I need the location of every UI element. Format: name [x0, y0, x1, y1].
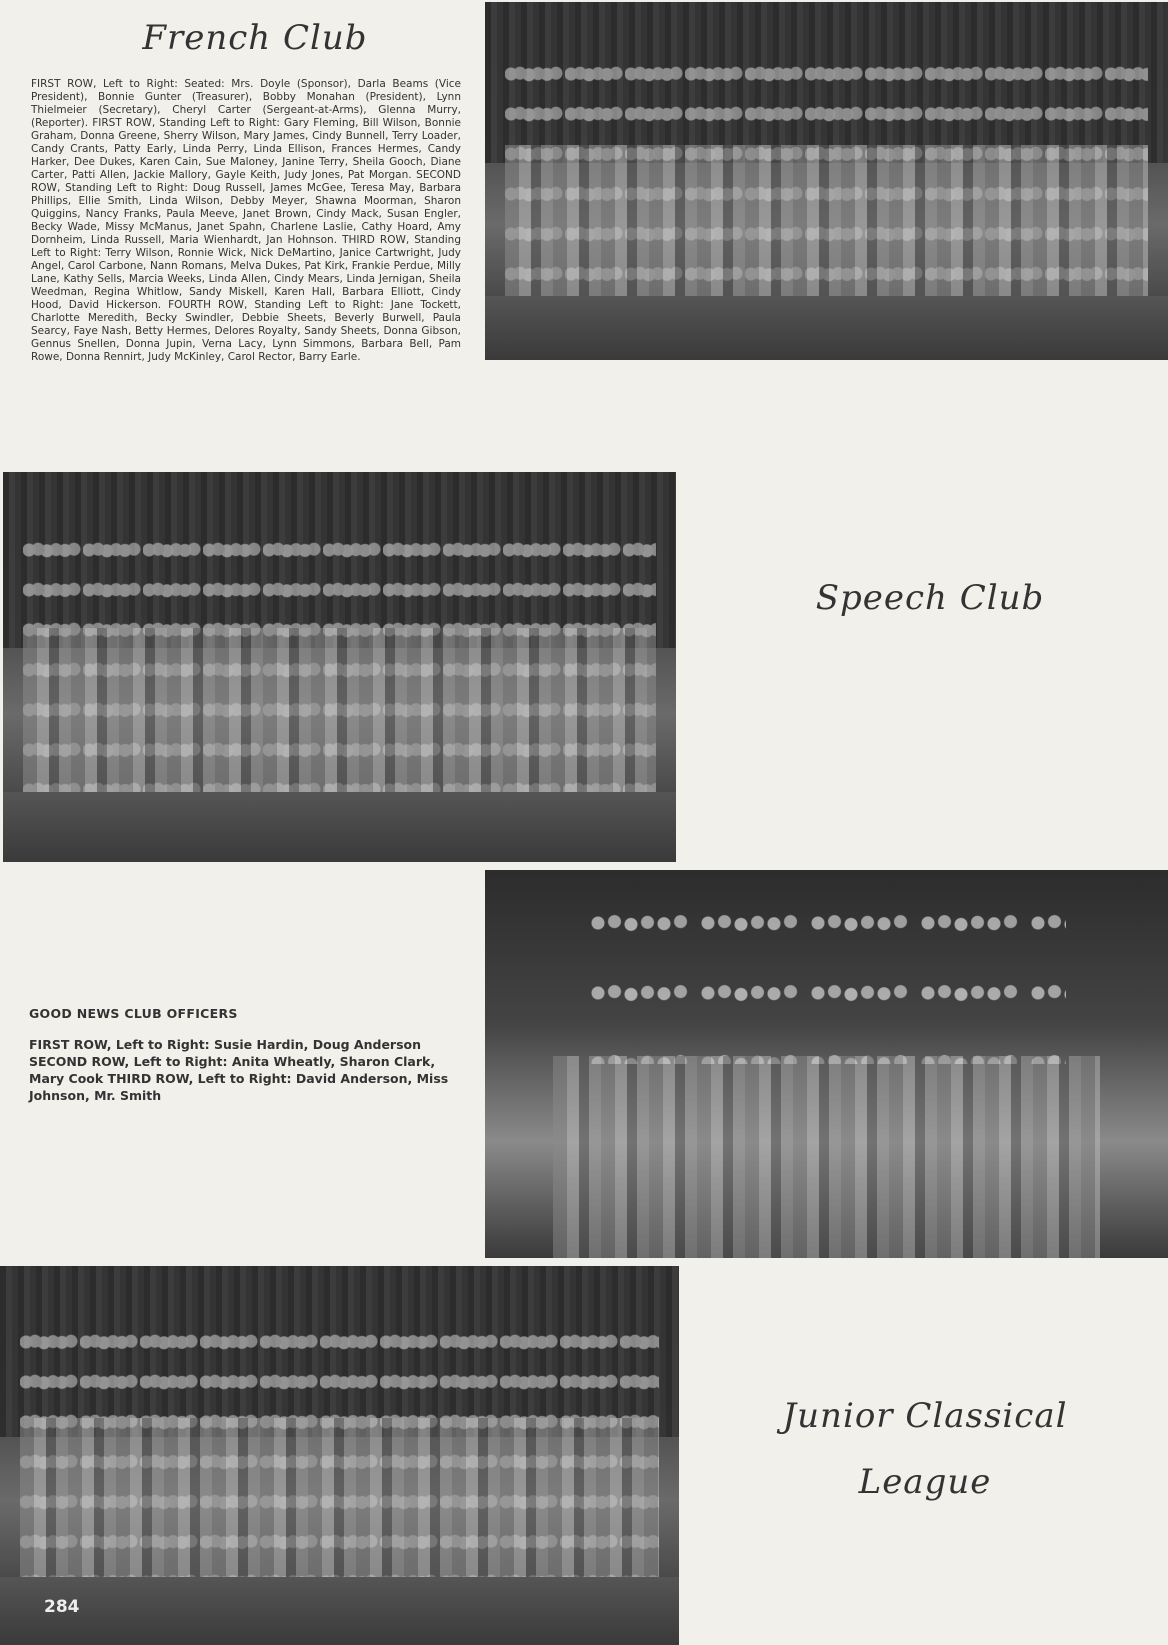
good-news-club-caption: FIRST ROW, Left to Right: Susie Hardin, Doug Anderson SECOND ROW, Left to Right: Anita Wheatly, Sharon Clark, Mary Cook THIRD ROW, Left to Right: David Anderson, Miss Johnson, Mr. Smith [29, 1037, 449, 1103]
french-club-title: French Club [142, 18, 368, 58]
junior-classical-league-title-line2: League [858, 1462, 992, 1502]
good-news-club-photo [485, 870, 1168, 1258]
junior-classical-league-photo [0, 1266, 679, 1645]
page-number: 284 [44, 1597, 80, 1617]
speech-club-title: Speech Club [815, 578, 1045, 618]
junior-classical-league-title-line1: Junior Classical [782, 1396, 1068, 1436]
french-club-photo [485, 2, 1168, 360]
speech-club-photo [3, 472, 676, 862]
french-club-caption: FIRST ROW, Left to Right: Seated: Mrs. Doyle (Sponsor), Darla Beams (Vice President), Bonnie Gunter (Treasurer), Bobby Monahan (President), Lynn Thielmeier (Secretary), Cheryl Carter (Sergeant-at-Arms), Glenna Murry, (Reporter). FIRST ROW, Standing Left to Right: Gary Fleming, Bill Wilson, Bonnie Graham, Donna Greene, Sherry Wilson, Mary James, Cindy Bunnell, Terry Loader, Candy Crants, Patty Early, Linda Perry, Linda Ellison, Frances Hermes, Candy Harker, Dee Dukes, Karen Cain, Sue Maloney, Janine Terry, Sheila Gooch, Diane Carter, Patti Allen, Jackie Mallory, Gayle Keith, Judy Jones, Pat Morgan. SECOND ROW, Standing Left to Right: Doug Russell, James McGee, Teresa May, Barbara Phillips, Ellie Smith, Linda Wilson, Debby Meyer, Shawna Moorman, Sharon Quiggins, Nancy Franks, Paula Meeve, Janet Brown, Cindy Mack, Susan Engler, Becky Wade, Missy McManus, Janet Spahn, Charlene Laslie, Cathy Hoard, Amy Dornheim, Linda Russell, Maria Wienhardt, Jan Hohnson. THIRD ROW, Standing Left to Right: Terry Wilson, Ronnie Wick, Nick DeMartino, Janice Cartwright, Judy Angel, Carol Carbone, Nann Romans, Melva Dukes, Pat Kirk, Frankie Perdue, Milly Lane, Kathy Sells, Marcia Weeks, Linda Allen, Cindy Mears, Linda Jernigan, Sheila Weedman, Regina Whitlow, Sandy Miskell, Karen Hall, Barbara Elliott, Cindy Hood, David Hickerson. FOURTH ROW, Standing Left to Right: Jane Tockett, Charlotte Meredith, Becky Swindler, Debbie Sheets, Beverly Burwell, Paula Searcy, Faye Nash, Betty Hermes, Delores Royalty, Sandy Sheets, Donna Gibson, Gennus Snellen, Donna Jupin, Verna Lacy, Lynn Simmons, Barbara Bell, Pam Rowe, Donna Rennirt, Judy McKinley, Carol Rector, Barry Earle. [31, 78, 461, 363]
good-news-club-heading: GOOD NEWS CLUB OFFICERS [29, 1006, 238, 1021]
